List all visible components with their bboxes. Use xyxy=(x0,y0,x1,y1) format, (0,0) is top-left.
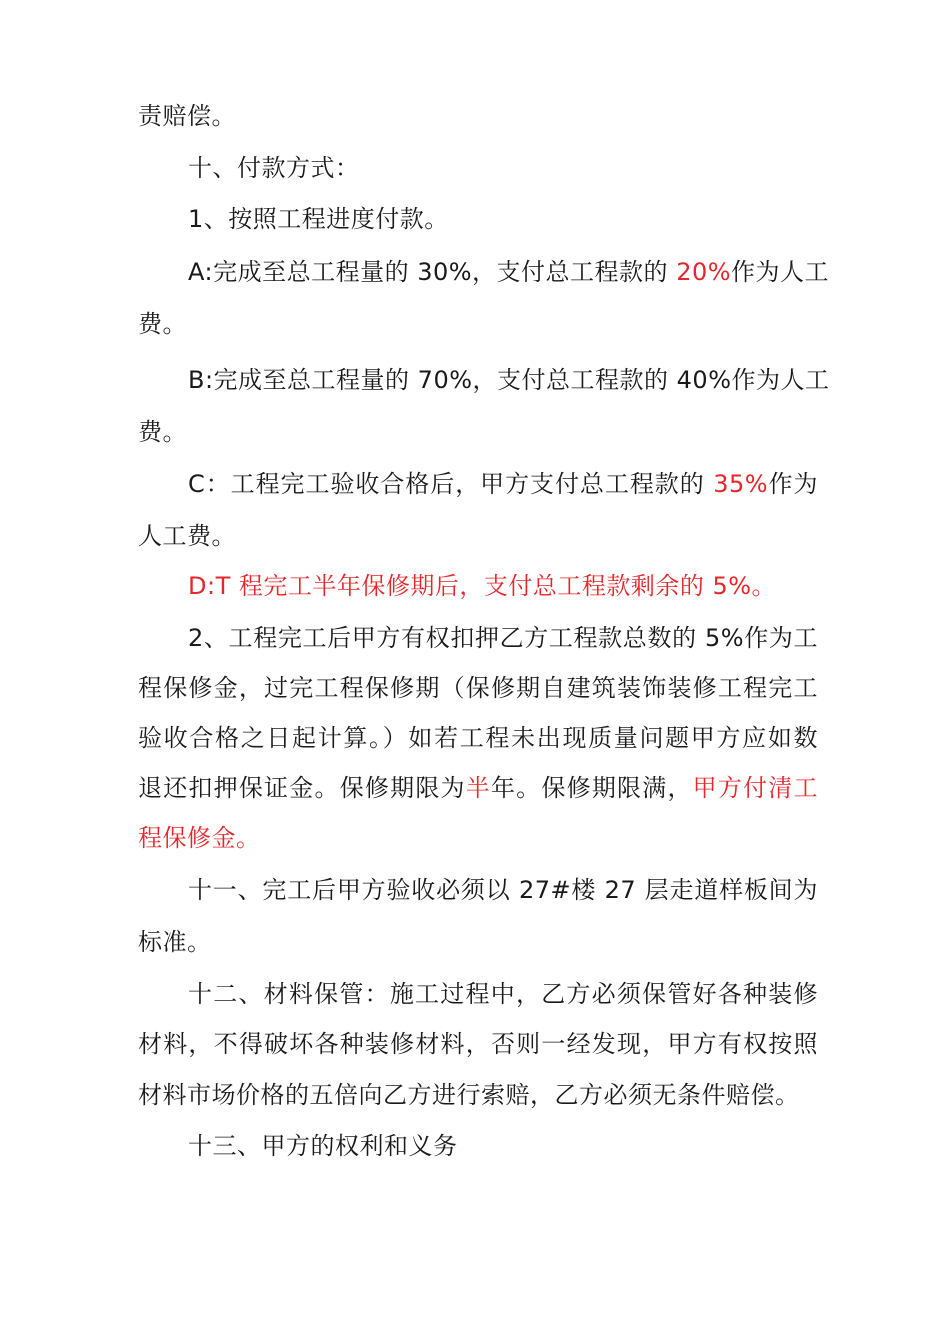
paragraph-line: 材料，不得破坏各种装修材料，否则一经发现，甲方有权按照 xyxy=(138,1030,818,1058)
highlight-text: 半 xyxy=(465,774,491,802)
highlight-text: 20% xyxy=(676,258,732,286)
paragraph-line: 程保修金，过完工程保修期（保修期自建筑装饰装修工程完工 xyxy=(138,674,818,702)
paragraph-line: 标准。 xyxy=(138,928,212,956)
highlight-text: 甲方付清工 xyxy=(692,774,819,802)
highlight-paragraph: 程保修金。 xyxy=(138,824,261,852)
paragraph-line: 费。 xyxy=(138,418,187,446)
paragraph-line: 退还扣押保证金。保修期限为半年。保修期限满，甲方付清工 xyxy=(138,774,819,802)
highlight-paragraph: D:T 程完工半年保修期后，支付总工程款剩余的 5%。 xyxy=(188,572,777,600)
paragraph-line: 2、工程完工后甲方有权扣押乙方工程款总数的 5%作为工 xyxy=(188,624,818,652)
paragraph-line: 十一、完工后甲方验收必须以 27#楼 27 层走道样板间为 xyxy=(188,876,818,904)
paragraph-line: 验收合格之日起计算。）如若工程未出现质量问题甲方应如数 xyxy=(138,724,818,752)
paragraph-line: 人工费。 xyxy=(138,522,236,550)
paragraph-line: 责赔偿。 xyxy=(138,102,236,130)
highlight-text: 35% xyxy=(713,470,769,498)
paragraph-line: A:完成至总工程量的 30%，支付总工程款的 20%作为人工 xyxy=(188,258,830,286)
section-heading-payment: 十、付款方式： xyxy=(188,154,360,182)
paragraph-line: 费。 xyxy=(138,310,187,338)
paragraph-line: 1、按照工程进度付款。 xyxy=(188,205,449,233)
paragraph-line: 材料市场价格的五倍向乙方进行索赔，乙方必须无条件赔偿。 xyxy=(138,1081,800,1109)
section-heading-party-a: 十三、甲方的权利和义务 xyxy=(188,1132,458,1160)
paragraph-line: C：工程完工验收合格后，甲方支付总工程款的 35%作为 xyxy=(188,470,819,498)
section-heading-materials: 十二、材料保管：施工过程中，乙方必须保管好各种装修 xyxy=(188,980,818,1008)
paragraph-line: B:完成至总工程量的 70%，支付总工程款的 40%作为人工 xyxy=(188,366,830,394)
